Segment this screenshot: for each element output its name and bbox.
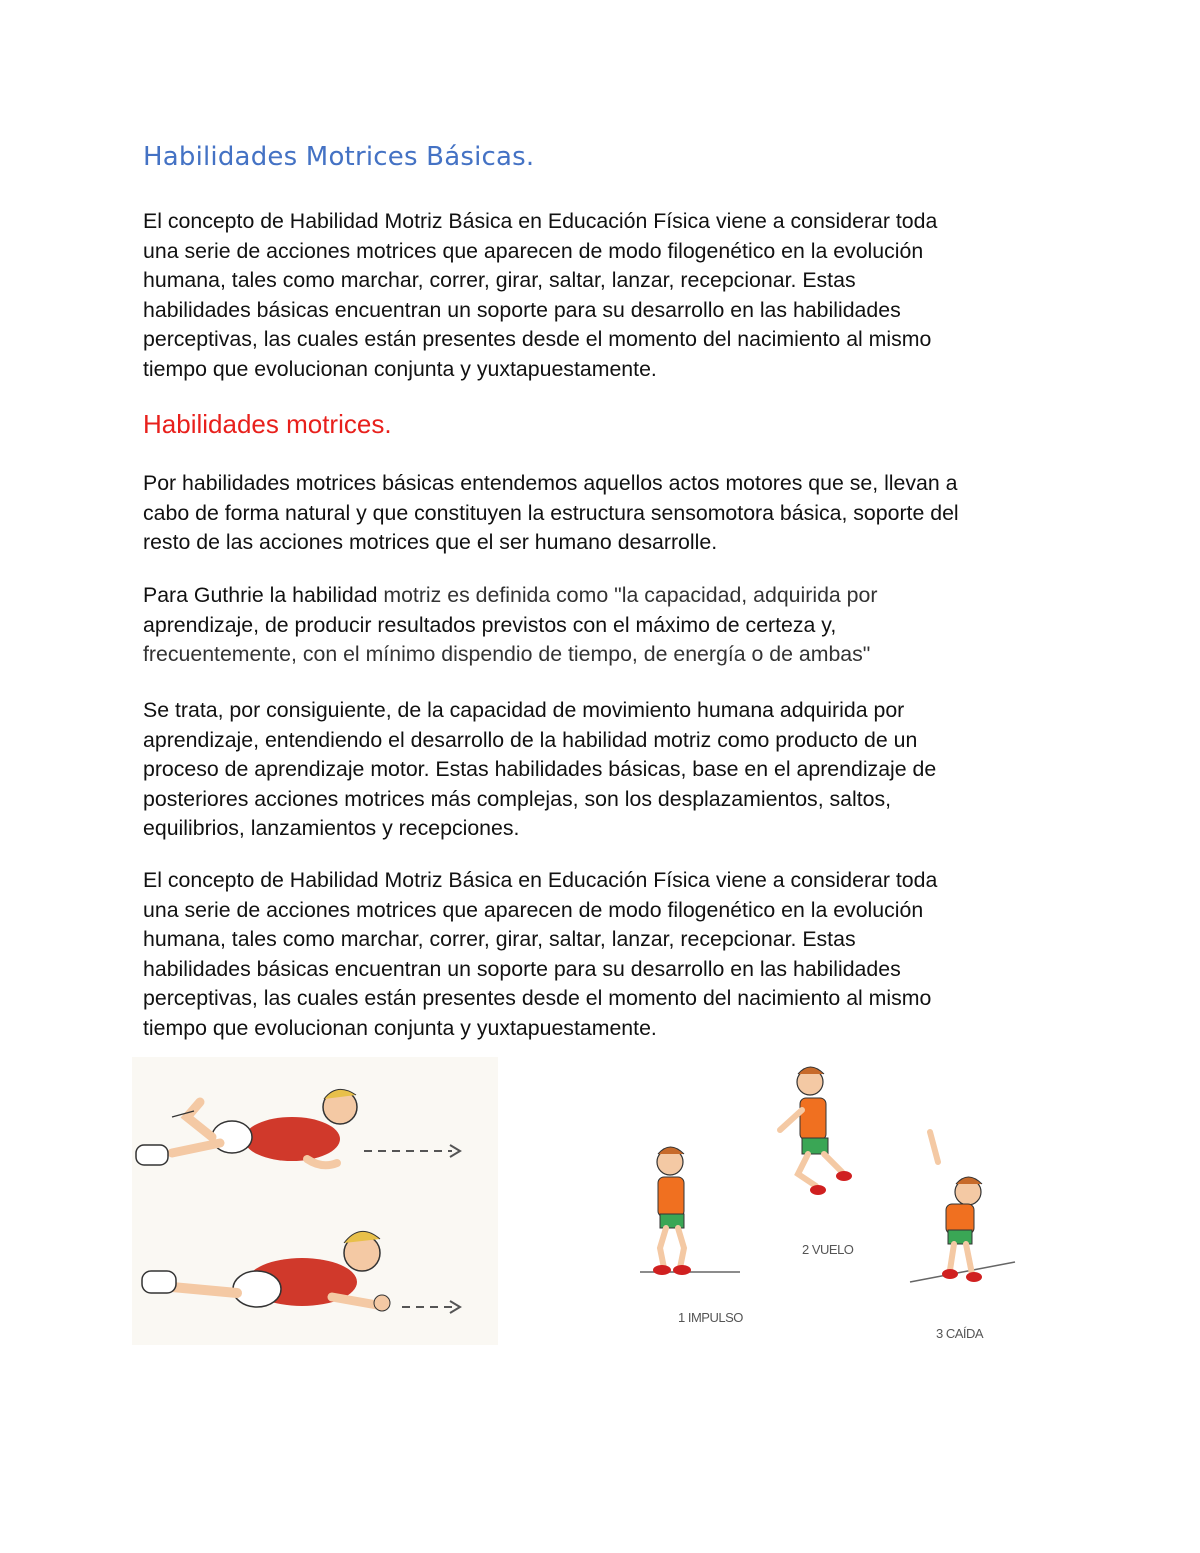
child-crawling-figure — [142, 1231, 390, 1311]
label-impulso: 1 IMPULSO — [678, 1310, 743, 1325]
page-title: Habilidades Motrices Básicas. — [143, 142, 535, 172]
text-line: proceso de aprendizaje motor. Estas habilidades básicas, base en el aprendizaje de — [143, 757, 937, 782]
label-caida: 3 CAÍDA — [936, 1326, 984, 1341]
text-line: frecuentemente, con el mínimo dispendio de tiempo, de energía o de ambas" — [143, 642, 871, 667]
text-line: habilidades básicas encuentran un soporte para su desarrollo en las habilidades — [143, 297, 901, 322]
text-line: posteriores acciones motrices más complejas, son los desplazamientos, saltos, — [143, 786, 892, 811]
definition-paragraph — [143, 469, 1073, 558]
capacity-paragraph — [143, 696, 1073, 844]
child-lying-figure — [136, 1089, 357, 1165]
text-run: Para Guthrie la habilidad — [143, 583, 378, 607]
section-heading: Habilidades motrices. — [143, 409, 392, 439]
text-line: El concepto de Habilidad Motriz Básica en Educación Física viene a considerar toda — [143, 209, 938, 233]
text-line: tiempo que evolucionan conjunta y yuxtapuestamente. — [143, 356, 657, 381]
text-line: perceptivas, las cuales están presentes desde el momento del nacimiento al mismo — [143, 986, 932, 1011]
crawling-illustration — [132, 1057, 498, 1345]
girl-landing-figure — [930, 1132, 982, 1282]
jump-phases-svg — [630, 1062, 1022, 1352]
text-line: aprendizaje, de producir resultados previstos con el máximo de certeza y, — [143, 612, 837, 637]
text-line: una serie de acciones motrices que aparecen de modo filogenético en la evolución — [143, 238, 924, 263]
text-line: tiempo que evolucionan conjunta y yuxtapuestamente. — [143, 1015, 657, 1040]
text-line: Se trata, por consiguiente, de la capacidad de movimiento humana adquirida por — [143, 698, 905, 722]
ground-line — [910, 1262, 1015, 1282]
text-line: aprendizaje, entendiendo el desarrollo de la habilidad motriz como producto de un — [143, 727, 918, 752]
girl-impulse-figure — [653, 1147, 691, 1275]
label-vuelo: 2 VUELO — [802, 1242, 854, 1257]
dashed-arrow-top — [364, 1145, 460, 1157]
text-line: una serie de acciones motrices que aparecen de modo filogenético en la evolución — [143, 897, 924, 922]
text-line: resto de las acciones motrices que el ser humano desarrolle. — [143, 530, 718, 555]
text-run-gray: motriz es definida como "la capacidad, adquirida por — [377, 583, 878, 607]
crawling-illustration-svg — [132, 1057, 498, 1345]
text-line: equilibrios, lanzamientos y recepciones. — [143, 816, 520, 841]
dashed-arrow-bottom — [402, 1301, 460, 1313]
text-line: El concepto de Habilidad Motriz Básica en Educación Física viene a considerar toda — [143, 868, 938, 892]
text-line: humana, tales como marchar, correr, girar, saltar, lanzar, recepcionar. Estas — [143, 927, 856, 952]
text-line: cabo de forma natural y que constituyen la estructura sensomotora básica, soporte del — [143, 500, 959, 525]
text-line: humana, tales como marchar, correr, girar, saltar, lanzar, recepcionar. Estas — [143, 268, 856, 293]
text-line: Por habilidades motrices básicas entendemos aquellos actos motores que se, llevan a — [143, 471, 958, 495]
text-line: habilidades básicas encuentran un soporte para su desarrollo en las habilidades — [143, 956, 901, 981]
guthrie-quote-paragraph — [143, 581, 1073, 670]
text-line: perceptivas, las cuales están presentes desde el momento del nacimiento al mismo — [143, 327, 932, 352]
repeat-concept-paragraph — [143, 866, 1073, 1044]
jump-phases-illustration — [630, 1062, 1022, 1352]
intro-paragraph — [143, 207, 1073, 385]
girl-flight-figure — [780, 1067, 852, 1195]
text-line — [143, 581, 1073, 611]
